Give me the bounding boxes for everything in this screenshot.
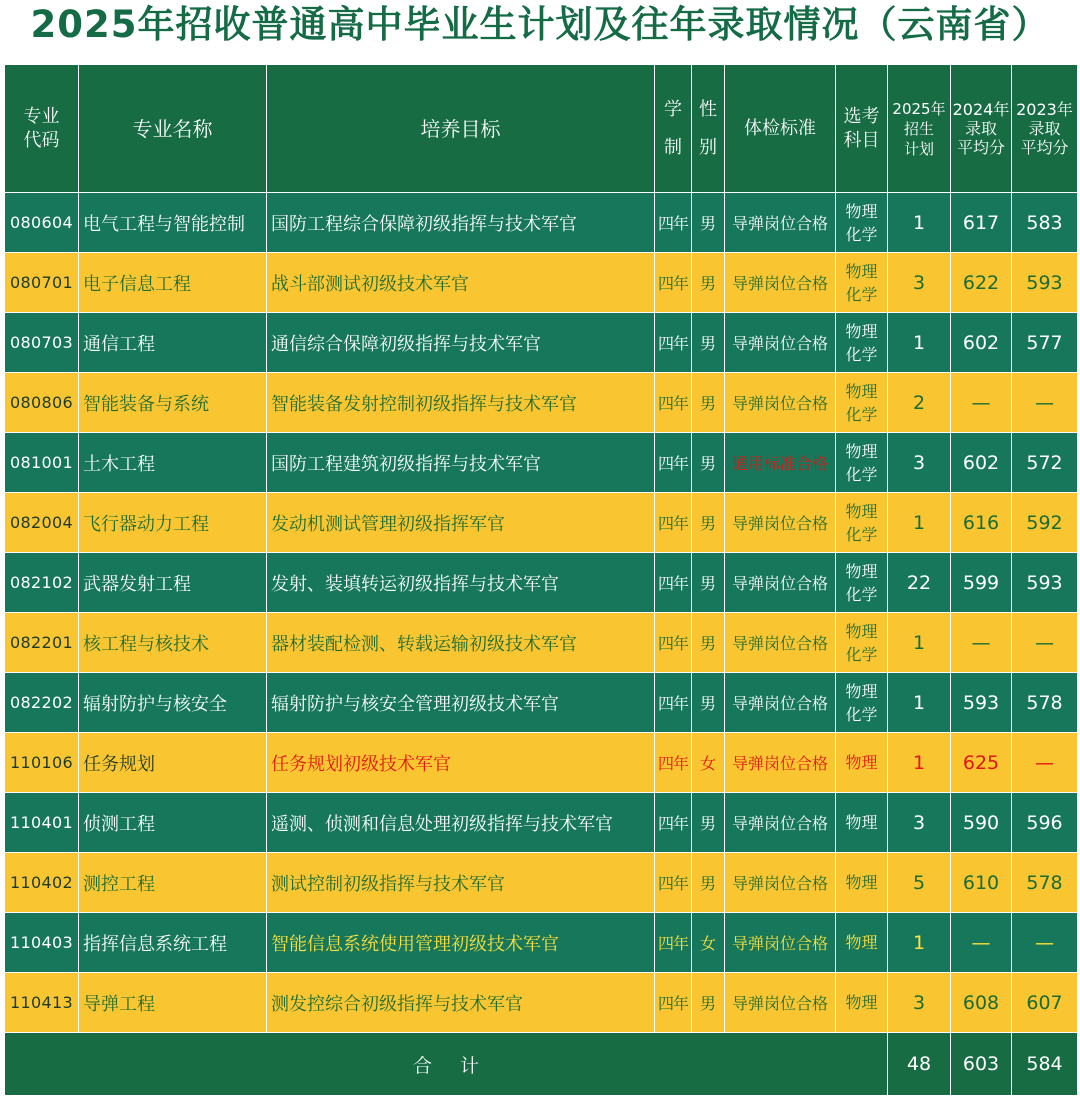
admission-table xyxy=(4,64,1078,1096)
training-goal: 国防工程建筑初级指挥与技术军官 xyxy=(267,433,655,493)
major-name: 智能装备与系统 xyxy=(79,373,267,433)
elective-subjects: 物理 化学 xyxy=(836,373,888,433)
header-score2024-line3: 平均分 xyxy=(956,138,1005,157)
duration: 四年 xyxy=(655,613,692,673)
plan-2025: 3 xyxy=(888,433,951,493)
gender: 男 xyxy=(692,193,725,253)
duration: 四年 xyxy=(655,793,692,853)
plan-2025: 1 xyxy=(888,733,951,793)
physical-standard: 通用标准合格 xyxy=(725,433,836,493)
table-row xyxy=(5,853,1078,913)
table-row xyxy=(5,793,1078,853)
score-2024: — xyxy=(951,913,1012,973)
table-row xyxy=(5,733,1078,793)
gender: 男 xyxy=(692,313,725,373)
gender: 男 xyxy=(692,433,725,493)
score-2024: — xyxy=(951,373,1012,433)
table-row xyxy=(5,973,1078,1033)
duration: 四年 xyxy=(655,973,692,1033)
physical-standard: 导弹岗位合格 xyxy=(725,373,836,433)
training-goal: 测试控制初级指挥与技术军官 xyxy=(267,853,655,913)
score-2024: 617 xyxy=(951,193,1012,253)
score-2023: — xyxy=(1012,733,1078,793)
training-goal: 智能装备发射控制初级指挥与技术军官 xyxy=(267,373,655,433)
major-name: 辐射防护与核安全 xyxy=(79,673,267,733)
plan-2025: 3 xyxy=(888,973,951,1033)
score-2023: 572 xyxy=(1012,433,1078,493)
header-subjects-line1: 选考 xyxy=(843,105,880,127)
score-2023: 578 xyxy=(1012,853,1078,913)
elective-subjects: 物理 化学 xyxy=(836,553,888,613)
gender: 男 xyxy=(692,613,725,673)
table-row xyxy=(5,913,1078,973)
gender: 女 xyxy=(692,913,725,973)
major-name: 指挥信息系统工程 xyxy=(79,913,267,973)
score-2024: 622 xyxy=(951,253,1012,313)
duration: 四年 xyxy=(655,313,692,373)
plan-2025: 2 xyxy=(888,373,951,433)
header-plan2025-line2: 招生 xyxy=(903,119,934,138)
elective-subjects: 物理 化学 xyxy=(836,613,888,673)
physical-standard: 导弹岗位合格 xyxy=(725,193,836,253)
elective-subjects: 物理 xyxy=(836,853,888,913)
gender: 女 xyxy=(692,733,725,793)
table-row xyxy=(5,553,1078,613)
score-2024: — xyxy=(951,613,1012,673)
training-goal: 战斗部测试初级技术军官 xyxy=(267,253,655,313)
header-plan2025 xyxy=(888,65,951,193)
total-row xyxy=(5,1033,1078,1096)
total-score-2024: 603 xyxy=(951,1033,1012,1096)
gender: 男 xyxy=(692,253,725,313)
training-goal: 任务规划初级技术军官 xyxy=(267,733,655,793)
score-2024: 602 xyxy=(951,433,1012,493)
table-row xyxy=(5,373,1078,433)
elective-subjects: 物理 化学 xyxy=(836,493,888,553)
gender: 男 xyxy=(692,553,725,613)
physical-standard: 导弹岗位合格 xyxy=(725,493,836,553)
major-code: 082201 xyxy=(5,613,79,673)
header-score2024-line1: 2024年 xyxy=(952,100,1010,119)
score-2023: 593 xyxy=(1012,253,1078,313)
training-goal: 发动机测试管理初级指挥军官 xyxy=(267,493,655,553)
table-row xyxy=(5,193,1078,253)
plan-2025: 1 xyxy=(888,193,951,253)
table-row xyxy=(5,253,1078,313)
training-goal: 智能信息系统使用管理初级技术军官 xyxy=(267,913,655,973)
physical-standard: 导弹岗位合格 xyxy=(725,253,836,313)
score-2024: 616 xyxy=(951,493,1012,553)
total-label: 合计 xyxy=(5,1033,888,1096)
plan-2025: 1 xyxy=(888,613,951,673)
gender: 男 xyxy=(692,493,725,553)
elective-subjects: 物理 xyxy=(836,733,888,793)
score-2024: 590 xyxy=(951,793,1012,853)
header-score2023-line3: 平均分 xyxy=(1020,138,1069,157)
header-score2023-line2: 录取 xyxy=(1028,119,1061,138)
score-2024: 599 xyxy=(951,553,1012,613)
elective-subjects: 物理 xyxy=(836,913,888,973)
header-physical: 体检标准 xyxy=(725,65,836,193)
score-2024: 602 xyxy=(951,313,1012,373)
score-2024: 610 xyxy=(951,853,1012,913)
plan-2025: 1 xyxy=(888,673,951,733)
total-plan-2025: 48 xyxy=(888,1033,951,1096)
major-code: 110402 xyxy=(5,853,79,913)
page-title: 2025年招收普通高中毕业生计划及往年录取情况（云南省） xyxy=(30,3,1050,46)
total-score-2023: 584 xyxy=(1012,1033,1078,1096)
duration: 四年 xyxy=(655,913,692,973)
header-duration-line2: 制 xyxy=(664,136,682,158)
header-code-line2: 代码 xyxy=(23,129,60,151)
training-goal: 国防工程综合保障初级指挥与技术军官 xyxy=(267,193,655,253)
training-goal: 测发控综合初级指挥与技术军官 xyxy=(267,973,655,1033)
major-name: 电子信息工程 xyxy=(79,253,267,313)
header-plan2025-line3: 计划 xyxy=(903,139,934,158)
score-2024: 593 xyxy=(951,673,1012,733)
header-plan2025-line1: 2025年 xyxy=(892,99,946,118)
gender: 男 xyxy=(692,793,725,853)
header-score2023-line1: 2023年 xyxy=(1016,100,1073,119)
training-goal: 发射、装填转运初级指挥与技术军官 xyxy=(267,553,655,613)
header-gender xyxy=(692,65,725,193)
major-name: 测控工程 xyxy=(79,853,267,913)
score-2023: 592 xyxy=(1012,493,1078,553)
training-goal: 通信综合保障初级指挥与技术军官 xyxy=(267,313,655,373)
header-score2024 xyxy=(951,65,1012,193)
major-code: 110106 xyxy=(5,733,79,793)
physical-standard: 导弹岗位合格 xyxy=(725,913,836,973)
major-name: 土木工程 xyxy=(79,433,267,493)
physical-standard: 导弹岗位合格 xyxy=(725,853,836,913)
plan-2025: 1 xyxy=(888,913,951,973)
header-score2023 xyxy=(1012,65,1078,193)
physical-standard: 导弹岗位合格 xyxy=(725,673,836,733)
major-code: 080701 xyxy=(5,253,79,313)
header-duration xyxy=(655,65,692,193)
major-name: 飞行器动力工程 xyxy=(79,493,267,553)
plan-2025: 5 xyxy=(888,853,951,913)
gender: 男 xyxy=(692,673,725,733)
major-code: 082004 xyxy=(5,493,79,553)
training-goal: 辐射防护与核安全管理初级技术军官 xyxy=(267,673,655,733)
plan-2025: 1 xyxy=(888,313,951,373)
plan-2025: 1 xyxy=(888,493,951,553)
header-code-line1: 专业 xyxy=(23,105,60,127)
gender: 男 xyxy=(692,853,725,913)
elective-subjects: 物理 化学 xyxy=(836,193,888,253)
major-code: 110413 xyxy=(5,973,79,1033)
score-2023: — xyxy=(1012,613,1078,673)
major-name: 导弹工程 xyxy=(79,973,267,1033)
score-2023: 578 xyxy=(1012,673,1078,733)
duration: 四年 xyxy=(655,373,692,433)
score-2023: — xyxy=(1012,913,1078,973)
score-2024: 625 xyxy=(951,733,1012,793)
elective-subjects: 物理 xyxy=(836,973,888,1033)
table-row xyxy=(5,673,1078,733)
gender: 男 xyxy=(692,373,725,433)
header-gender-line2: 别 xyxy=(699,136,717,158)
major-code: 080703 xyxy=(5,313,79,373)
elective-subjects: 物理 化学 xyxy=(836,253,888,313)
header-subjects-line2: 科目 xyxy=(843,129,880,151)
training-goal: 遥测、侦测和信息处理初级指挥与技术军官 xyxy=(267,793,655,853)
duration: 四年 xyxy=(655,733,692,793)
major-code: 080806 xyxy=(5,373,79,433)
physical-standard: 导弹岗位合格 xyxy=(725,613,836,673)
duration: 四年 xyxy=(655,253,692,313)
duration: 四年 xyxy=(655,673,692,733)
duration: 四年 xyxy=(655,493,692,553)
table-row xyxy=(5,313,1078,373)
plan-2025: 3 xyxy=(888,253,951,313)
major-code: 081001 xyxy=(5,433,79,493)
major-name: 通信工程 xyxy=(79,313,267,373)
score-2023: 593 xyxy=(1012,553,1078,613)
plan-2025: 3 xyxy=(888,793,951,853)
table-header-row xyxy=(5,65,1078,193)
score-2023: 607 xyxy=(1012,973,1078,1033)
major-name: 武器发射工程 xyxy=(79,553,267,613)
physical-standard: 导弹岗位合格 xyxy=(725,973,836,1033)
major-name: 电气工程与智能控制 xyxy=(79,193,267,253)
training-goal: 器材装配检测、转载运输初级技术军官 xyxy=(267,613,655,673)
physical-standard: 导弹岗位合格 xyxy=(725,313,836,373)
table-row xyxy=(5,433,1078,493)
elective-subjects: 物理 化学 xyxy=(836,433,888,493)
elective-subjects: 物理 xyxy=(836,793,888,853)
score-2023: — xyxy=(1012,373,1078,433)
duration: 四年 xyxy=(655,853,692,913)
header-subjects xyxy=(836,65,888,193)
major-code: 082202 xyxy=(5,673,79,733)
header-name: 专业名称 xyxy=(79,65,267,193)
plan-2025: 22 xyxy=(888,553,951,613)
major-code: 080604 xyxy=(5,193,79,253)
physical-standard: 导弹岗位合格 xyxy=(725,793,836,853)
table-row xyxy=(5,613,1078,673)
header-code xyxy=(5,65,79,193)
score-2023: 596 xyxy=(1012,793,1078,853)
score-2023: 583 xyxy=(1012,193,1078,253)
elective-subjects: 物理 化学 xyxy=(836,673,888,733)
major-name: 核工程与核技术 xyxy=(79,613,267,673)
major-name: 侦测工程 xyxy=(79,793,267,853)
major-code: 110401 xyxy=(5,793,79,853)
table-row xyxy=(5,493,1078,553)
score-2024: 608 xyxy=(951,973,1012,1033)
duration: 四年 xyxy=(655,193,692,253)
header-gender-line1: 性 xyxy=(699,98,717,120)
major-name: 任务规划 xyxy=(79,733,267,793)
major-code: 110403 xyxy=(5,913,79,973)
physical-standard: 导弹岗位合格 xyxy=(725,553,836,613)
score-2023: 577 xyxy=(1012,313,1078,373)
header-score2024-line2: 录取 xyxy=(964,119,997,138)
duration: 四年 xyxy=(655,433,692,493)
gender: 男 xyxy=(692,973,725,1033)
physical-standard: 导弹岗位合格 xyxy=(725,733,836,793)
duration: 四年 xyxy=(655,553,692,613)
major-code: 082102 xyxy=(5,553,79,613)
elective-subjects: 物理 化学 xyxy=(836,313,888,373)
header-duration-line1: 学 xyxy=(664,98,682,120)
header-goal: 培养目标 xyxy=(267,65,655,193)
